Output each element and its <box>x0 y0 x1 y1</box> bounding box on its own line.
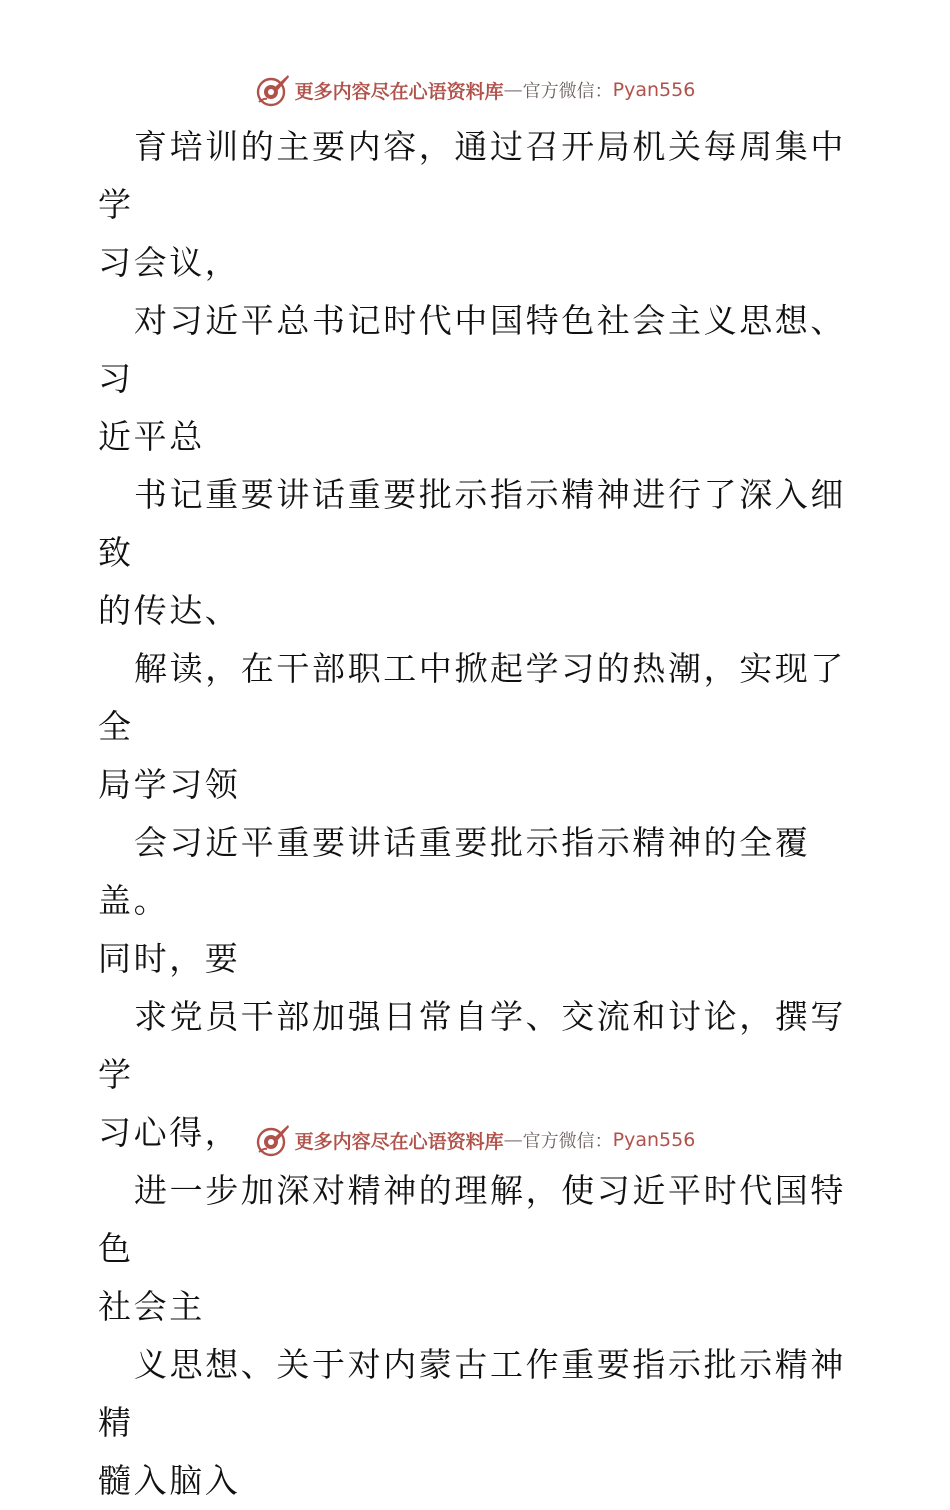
document-body <box>98 118 858 1510</box>
paragraph-line: 解读，在干部职工中掀起学习的热潮，实现了全 <box>98 649 846 746</box>
banner-title: 更多内容尽在心语资料库 <box>294 80 504 103</box>
quill-pen-seal-icon <box>255 72 291 108</box>
footer-banner <box>0 1120 950 1160</box>
paragraph-line: 社会主 <box>98 1287 205 1326</box>
paragraph-line: 局学习领 <box>98 765 241 804</box>
header-banner <box>0 70 950 110</box>
paragraph-line: 同时，要 <box>98 939 241 978</box>
paragraph-line: 习心得， <box>98 1113 241 1152</box>
paragraph <box>98 814 858 988</box>
paragraph-line: 求党员干部加强日常自学、交流和讨论，撰写学 <box>98 997 846 1094</box>
paragraph-line: 对习近平总书记时代中国特色社会主义思想、习 <box>98 301 846 398</box>
paragraph <box>98 640 858 814</box>
paragraph-line: 义思想、关于对内蒙古工作重要指示批示精神精 <box>98 1345 846 1442</box>
banner-title: 更多内容尽在心语资料库 <box>294 1130 504 1153</box>
paragraph <box>98 1162 858 1336</box>
banner-wechat-id: Pyan556 <box>612 79 696 101</box>
quill-pen-seal-icon <box>255 1122 291 1158</box>
paragraph-line: 习会议， <box>98 243 241 282</box>
banner-dash: — <box>503 79 523 101</box>
paragraph-line: 书记重要讲话重要批示指示精神进行了深入细致 <box>98 475 846 572</box>
paragraph <box>98 118 858 292</box>
banner-wechat-label: 官方微信： <box>522 81 613 102</box>
paragraph <box>98 466 858 640</box>
paragraph-line: 的传达、 <box>98 591 241 630</box>
banner-wechat-label: 官方微信： <box>522 1131 613 1152</box>
paragraph-line: 髓入脑入 <box>98 1461 241 1500</box>
paragraph-line: 会习近平重要讲话重要批示指示精神的全覆盖。 <box>98 823 811 920</box>
banner-dash: — <box>503 1129 523 1151</box>
paragraph <box>98 292 858 466</box>
paragraph <box>98 1336 858 1510</box>
banner-wechat-id: Pyan556 <box>612 1129 696 1151</box>
paragraph-line: 近平总 <box>98 417 205 456</box>
paragraph-line: 进一步加深对精神的理解，使习近平时代国特色 <box>98 1171 846 1268</box>
paragraph-line: 育培训的主要内容，通过召开局机关每周集中学 <box>98 127 846 224</box>
